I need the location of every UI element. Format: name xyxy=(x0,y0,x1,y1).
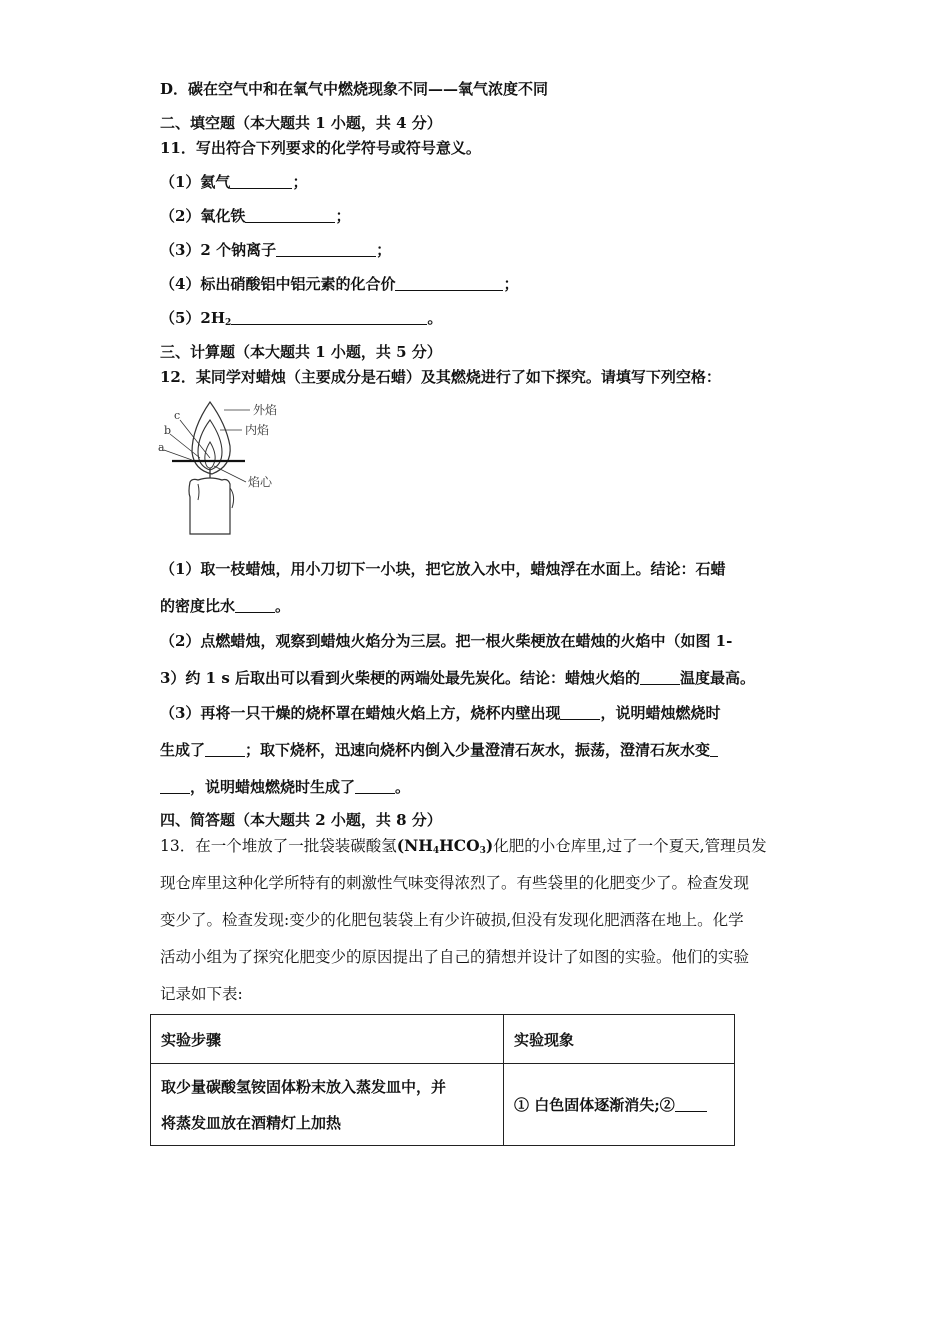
table-header-step: 实验步骤 xyxy=(151,1015,504,1064)
table-cell-phenomenon xyxy=(504,1064,735,1146)
inner-flame xyxy=(198,420,222,470)
answer-blank[interactable] xyxy=(160,779,190,794)
q13-line4: 活动小组为了探究化肥变少的原因提出了自己的猜想并设计了如图的实验。他们的实验 xyxy=(160,948,750,966)
answer-blank[interactable] xyxy=(560,705,600,720)
q11-part3-text: （3）2 个钠离子 xyxy=(160,241,277,259)
wax-drip xyxy=(198,484,199,500)
formula-part: HCO xyxy=(439,836,480,855)
experiment-table xyxy=(150,1014,735,1146)
q11-part3 xyxy=(160,239,391,260)
q12-part3-text3: 生成了 xyxy=(160,741,206,759)
label-c: c xyxy=(174,409,181,422)
q13-line1 xyxy=(160,834,767,856)
q12-part1-text: 的密度比水 xyxy=(160,597,236,615)
table-header-row xyxy=(151,1015,735,1064)
q11-part4 xyxy=(160,273,518,294)
q10-option-d: D．碳在空气中和在氧气中燃烧现象不同——氧气浓度不同 xyxy=(160,80,549,98)
q12-part3-line2 xyxy=(160,739,718,760)
formula-part: (NH xyxy=(396,836,433,855)
q12-part3-text4: ；取下烧杯，迅速向烧杯内倒入少量澄清石灰水，振荡，澄清石灰水变 xyxy=(245,741,711,759)
q12-part3-text2: ，说明蜡烛燃烧时 xyxy=(600,704,721,722)
section2-heading: 二、填空题（本大题共 1 小题，共 4 分） xyxy=(160,114,442,132)
label-outer-flame: 外焰 xyxy=(253,403,278,417)
formula-subscript: 4 xyxy=(432,846,440,856)
q11-part2-end: ； xyxy=(335,207,351,225)
label-flame-core: 焰心 xyxy=(248,475,273,489)
q13-formula xyxy=(397,836,494,855)
q13-text-cont: 化肥的小仓库里,过了一个夏天,管理员发 xyxy=(493,837,767,855)
table-cell-step xyxy=(151,1064,504,1146)
candle-flame-figure xyxy=(150,392,290,540)
q12-part3-text: （3）再将一只干燥的烧杯罩在蜡烛火焰上方，烧杯内壁出现 xyxy=(160,704,561,722)
formula-part: ) xyxy=(485,836,494,855)
answer-blank[interactable] xyxy=(231,310,427,325)
answer-blank[interactable] xyxy=(640,670,680,685)
outer-flame xyxy=(192,402,230,474)
q11-part5-subscript: 2 xyxy=(225,318,232,328)
table-row xyxy=(151,1064,735,1146)
label-a: a xyxy=(158,441,165,454)
table-step-line2: 将蒸发皿放在酒精灯上加热 xyxy=(161,1113,342,1132)
q11-part1 xyxy=(160,171,307,192)
q11-part4-end: ； xyxy=(503,275,519,293)
q11-part1-text: （1）氦气 xyxy=(160,173,231,191)
q11-part5-text: （5）2H xyxy=(160,309,226,327)
q12-part3-line1 xyxy=(160,702,720,723)
q12-part1-end: 。 xyxy=(275,597,291,615)
q12-part2-text: 3）约 1 s 后取出可以看到火柴梗的两端处最先炭化。结论：蜡烛火焰的 xyxy=(160,669,640,687)
q12-part2-line1: （2）点燃蜡烛，观察到蜡烛火焰分为三层。把一根火柴梗放在蜡烛的火焰中（如图 1- xyxy=(160,632,733,650)
q13-line3: 变少了。检查发现:变少的化肥包装袋上有少许破损,但没有发现化肥洒落在地上。化学 xyxy=(160,911,744,929)
q13-line5: 记录如下表: xyxy=(160,985,243,1003)
label-b: b xyxy=(164,424,172,437)
answer-blank[interactable] xyxy=(245,208,335,223)
answer-blank[interactable] xyxy=(276,242,376,257)
q11-part1-end: ； xyxy=(292,173,308,191)
answer-blank[interactable] xyxy=(355,779,395,794)
q11-part3-end: ； xyxy=(376,241,392,259)
q12-part3-text5: ，说明蜡烛燃烧时生成了 xyxy=(190,778,356,796)
answer-blank[interactable] xyxy=(235,598,275,613)
leader-line-b xyxy=(170,434,200,458)
q11-part4-text: （4）标出硝酸铝中铝元素的化合价 xyxy=(160,275,396,293)
answer-blank[interactable] xyxy=(230,174,292,189)
q12-part3-end: 。 xyxy=(395,778,411,796)
q11-part5-end: 。 xyxy=(427,309,443,327)
q13-text: 13．在一个堆放了一批袋装碳酸氢 xyxy=(160,837,397,855)
table-phenomenon-text: ① 白色固体逐渐消失;② xyxy=(514,1096,675,1114)
flame-core xyxy=(205,442,215,468)
section3-heading: 三、计算题（本大题共 1 小题，共 5 分） xyxy=(160,343,442,361)
q12-part2-end: 温度最高。 xyxy=(680,669,756,687)
q11-stem: 11．写出符合下列要求的化学符号或符号意义。 xyxy=(160,139,481,157)
answer-blank[interactable] xyxy=(710,742,718,757)
q12-stem: 12．某同学对蜡烛（主要成分是石蜡）及其燃烧进行了如下探究。请填写下列空格： xyxy=(160,368,721,386)
candle-body xyxy=(189,478,230,534)
q12-part3-line3 xyxy=(160,776,410,797)
table-step-line1: 取少量碳酸氢铵固体粉末放入蒸发皿中，并 xyxy=(161,1077,447,1096)
q11-part5 xyxy=(160,307,442,328)
q11-part2-text: （2）氧化铁 xyxy=(160,207,246,225)
answer-blank[interactable] xyxy=(395,276,503,291)
formula-subscript: 3 xyxy=(479,846,486,856)
q12-part1-line2 xyxy=(160,595,290,616)
table-header-phenomenon: 实验现象 xyxy=(504,1015,735,1064)
q12-part1-line1: （1）取一枝蜡烛，用小刀切下一小块，把它放入水中，蜡烛浮在水面上。结论：石蜡 xyxy=(160,560,726,578)
q11-part2 xyxy=(160,205,350,226)
label-inner-flame: 内焰 xyxy=(245,423,270,437)
section4-heading: 四、简答题（本大题共 2 小题，共 8 分） xyxy=(160,811,442,829)
answer-blank[interactable] xyxy=(675,1097,707,1112)
q13-line2: 现仓库里这种化学所特有的刺激性气味变得浓烈了。有些袋里的化肥变少了。检查发现 xyxy=(160,874,750,892)
q12-part2-line2 xyxy=(160,667,755,688)
answer-blank[interactable] xyxy=(205,742,245,757)
leader-line-a xyxy=(164,450,192,460)
